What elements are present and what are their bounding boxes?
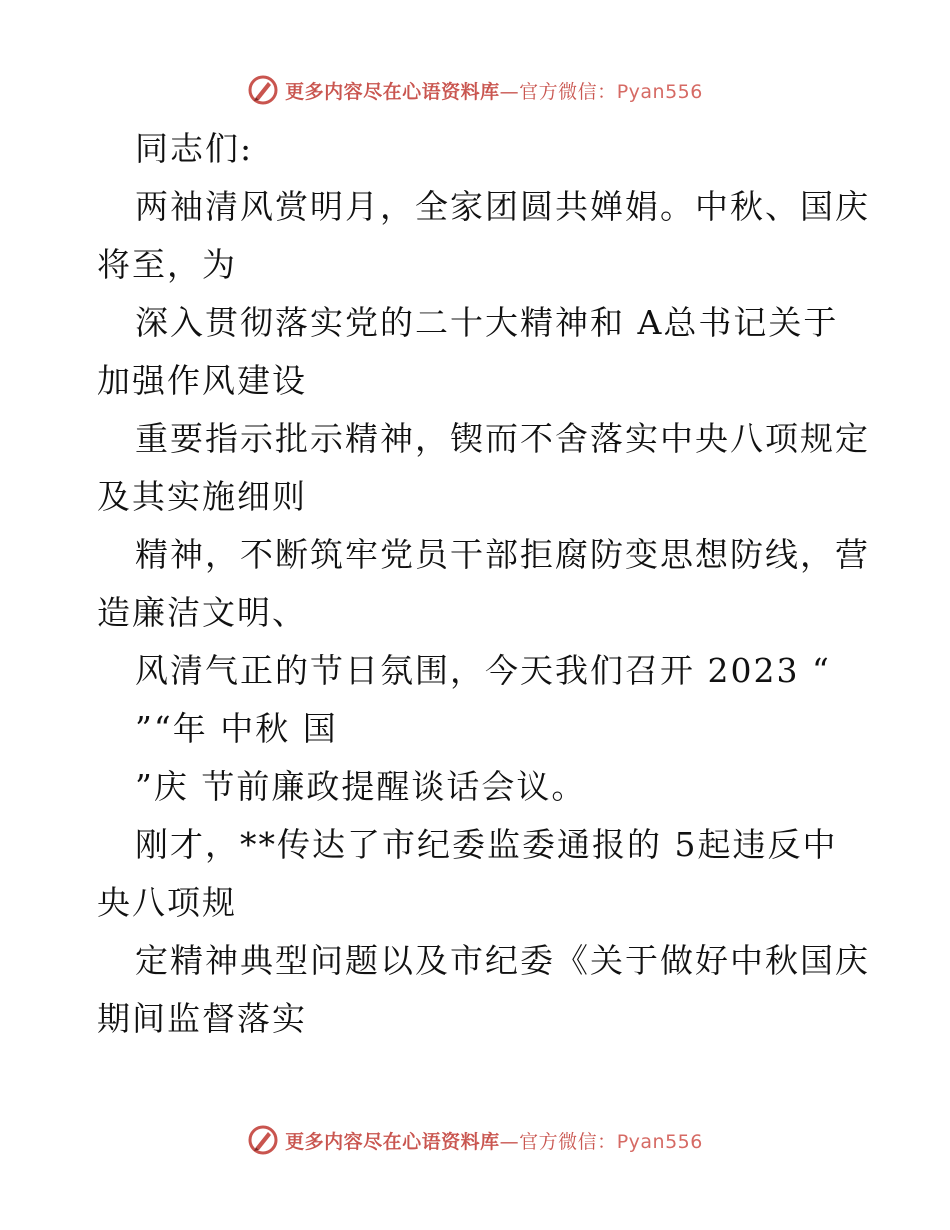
header-brand-line <box>285 77 703 104</box>
body-line: 同志们: <box>135 129 254 168</box>
body-line: 及其实施细则 <box>97 477 307 516</box>
footer-brand-line <box>285 1127 703 1154</box>
body-line: 期间监督落实 <box>97 999 307 1038</box>
body-line: 央八项规 <box>97 883 237 922</box>
body-line: ”庆 节前廉政提醒谈话会议。 <box>135 767 587 806</box>
header-separator: — <box>499 80 520 103</box>
body-line: 深入贯彻落实党的二十大精神和 A总书记关于 <box>135 303 839 342</box>
body-line: ”“年 中秋 国 <box>135 709 338 748</box>
header-wechat-id: Pyan556 <box>616 80 703 103</box>
header-sub-text: 官方微信： <box>519 80 617 103</box>
pen-logo-icon <box>247 1124 279 1156</box>
header-banner <box>0 70 950 110</box>
body-line: 造廉洁文明、 <box>97 593 307 632</box>
footer-wechat-id: Pyan556 <box>616 1130 703 1153</box>
body-line: 加强作风建设 <box>97 361 307 400</box>
document-body <box>97 120 870 1048</box>
body-line: 刚才，**传达了市纪委监委通报的 5起违反中 <box>135 825 838 864</box>
pen-logo-icon <box>247 74 279 106</box>
footer-sub-text: 官方微信： <box>519 1130 617 1153</box>
body-line: 两袖清风赏明月，全家团圆共婵娟。中秋、国庆 <box>135 187 870 226</box>
body-line: 精神，不断筑牢党员干部拒腐防变思想防线，营 <box>135 535 870 574</box>
footer-brand-text: 更多内容尽在心语资料库 <box>285 1130 500 1153</box>
body-line: 重要指示批示精神，锲而不舍落实中央八项规定 <box>135 419 870 458</box>
body-line: 将至，为 <box>97 245 237 284</box>
body-line: 风清气正的节日氛围，今天我们召开 2023 “ <box>135 651 831 690</box>
footer-separator: — <box>499 1130 520 1153</box>
header-brand-text: 更多内容尽在心语资料库 <box>285 80 500 103</box>
footer-banner <box>0 1120 950 1160</box>
body-line: 定精神典型问题以及市纪委《关于做好中秋国庆 <box>135 941 870 980</box>
